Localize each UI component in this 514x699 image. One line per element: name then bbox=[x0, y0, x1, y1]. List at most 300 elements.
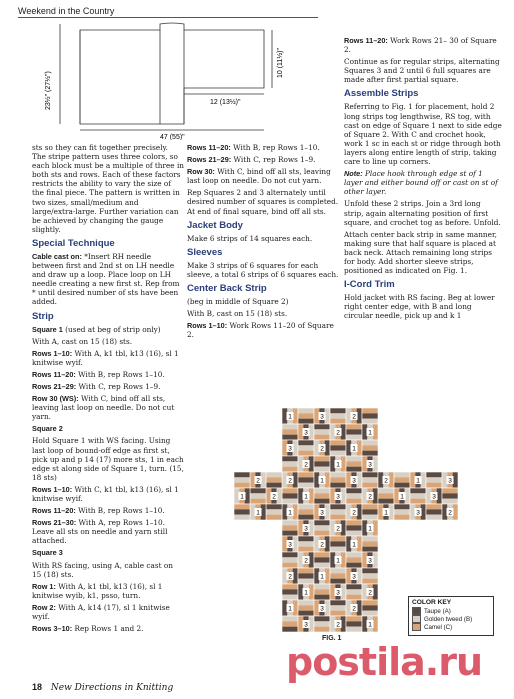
stripe-band bbox=[314, 595, 330, 600]
square-number: 1 bbox=[352, 541, 356, 549]
stripe-band bbox=[298, 472, 314, 477]
strip-square bbox=[362, 600, 378, 616]
stripe-band bbox=[298, 504, 314, 509]
stripe-band bbox=[330, 483, 346, 488]
row-lead: Rows 11–20: bbox=[32, 369, 76, 379]
stripe-band bbox=[282, 595, 298, 600]
square-number: 3 bbox=[320, 605, 324, 613]
strip-square bbox=[314, 488, 330, 504]
row-lead: Rows 21–29: bbox=[187, 155, 232, 165]
strip-square bbox=[282, 584, 298, 600]
stripe-band bbox=[282, 435, 298, 440]
row-lead: Rows 11–20: bbox=[187, 143, 231, 152]
strip-square bbox=[426, 488, 442, 504]
strip-square bbox=[330, 440, 346, 456]
stripe-band bbox=[298, 445, 314, 450]
strip-square bbox=[330, 520, 346, 536]
stripe-band bbox=[362, 440, 378, 445]
stripe-band bbox=[346, 493, 362, 498]
strip-square bbox=[298, 520, 314, 536]
c3-rows-11-20 bbox=[344, 36, 502, 54]
row-text: With A, k1 tbl, k13 (16), sl 1 knitwise wyif. bbox=[32, 348, 179, 367]
stripe-band bbox=[298, 541, 314, 546]
strip-square bbox=[314, 472, 330, 488]
c2-rows-21-29 bbox=[187, 155, 339, 164]
strip-square bbox=[394, 488, 410, 504]
strip-square bbox=[346, 472, 362, 488]
stripe-band bbox=[314, 424, 330, 429]
stripe-band bbox=[330, 509, 346, 514]
row-lead: Row 1: bbox=[32, 581, 56, 591]
stripe-band bbox=[282, 563, 298, 568]
heading-assemble-strips: Assemble Strips bbox=[344, 88, 419, 100]
intro-text: sts so they can fit together precisely. The stripe pattern uses three colors, so each block must be a multiple of three in both sts and rows. Each of these factors restricts the ability to vary the size of the final piece. The pattern is written in two sizes, small/medium and large/extra-large. Further variation can be achieved by changing the gauge slightly. bbox=[32, 143, 184, 234]
stripe-band bbox=[298, 483, 314, 488]
stripe-band bbox=[266, 504, 282, 509]
heading-jacket-body: Jacket Body bbox=[187, 219, 243, 231]
strip-square bbox=[266, 472, 282, 488]
square-number: 3 bbox=[368, 461, 372, 469]
strip-square bbox=[346, 504, 362, 520]
strip-square bbox=[330, 584, 346, 600]
stripe-band bbox=[314, 429, 330, 434]
square-number: 3 bbox=[416, 509, 420, 517]
height-label: 23½" (27½") bbox=[45, 71, 52, 110]
square-number: 2 bbox=[288, 573, 292, 581]
stripe-band bbox=[346, 499, 362, 504]
sq2-lead: Square 2 bbox=[32, 424, 63, 434]
stripe-band bbox=[282, 531, 298, 536]
strip-square bbox=[298, 488, 314, 504]
stripe-band bbox=[330, 536, 346, 541]
schematic-outline bbox=[80, 23, 264, 124]
stripe-band bbox=[362, 413, 378, 418]
stripe-band bbox=[346, 429, 362, 434]
square-number: 2 bbox=[288, 477, 292, 485]
row-text: With B, rep Rows 1–10. bbox=[230, 143, 320, 152]
strip-square bbox=[378, 504, 394, 520]
stripe-band bbox=[314, 493, 330, 498]
stripe-band bbox=[346, 584, 362, 589]
stripe-band bbox=[394, 509, 410, 514]
stripe-band bbox=[330, 611, 346, 616]
strip-square bbox=[298, 600, 314, 616]
stripe-band bbox=[250, 493, 266, 498]
stripe-band bbox=[362, 536, 378, 541]
square-number: 2 bbox=[320, 445, 324, 453]
stripe-band bbox=[346, 595, 362, 600]
strip-square bbox=[234, 488, 250, 504]
stripe-band bbox=[234, 477, 250, 482]
stripe-band bbox=[298, 605, 314, 610]
strip-square bbox=[362, 616, 378, 632]
stripe-band bbox=[234, 504, 250, 509]
square-number: 2 bbox=[320, 541, 324, 549]
stripe-band bbox=[330, 547, 346, 552]
stripe-band bbox=[282, 584, 298, 589]
strip-square bbox=[314, 600, 330, 616]
strip-square bbox=[346, 408, 362, 424]
heading-strip: Strip bbox=[32, 310, 54, 322]
strip-square bbox=[330, 536, 346, 552]
stripe-band bbox=[266, 509, 282, 514]
row-lead: Rows 11–20: bbox=[32, 506, 76, 516]
strip-square bbox=[298, 424, 314, 440]
stripe-band bbox=[314, 616, 330, 621]
stripe-band bbox=[362, 600, 378, 605]
stripe-band bbox=[346, 461, 362, 466]
stripe-band bbox=[234, 483, 250, 488]
strip-square bbox=[314, 552, 330, 568]
square-number: 2 bbox=[368, 493, 372, 501]
strip-square bbox=[282, 440, 298, 456]
page-footer bbox=[32, 682, 173, 693]
strip-square bbox=[330, 424, 346, 440]
stripe-band bbox=[410, 499, 426, 504]
stripe-band bbox=[298, 440, 314, 445]
strip-square bbox=[346, 520, 362, 536]
strip-square bbox=[330, 456, 346, 472]
stripe-band bbox=[346, 525, 362, 530]
stripe-band bbox=[282, 488, 298, 493]
strip-square bbox=[314, 616, 330, 632]
stripe-band bbox=[362, 451, 378, 456]
stripe-band bbox=[298, 573, 314, 578]
sq1-rows-1-10 bbox=[32, 349, 184, 367]
stripe-band bbox=[314, 461, 330, 466]
strip-square bbox=[282, 424, 298, 440]
stripe-band bbox=[330, 472, 346, 477]
c2-rows-11-20 bbox=[187, 143, 339, 152]
strip-square bbox=[314, 584, 330, 600]
square-number: 3 bbox=[288, 445, 292, 453]
cable-cast-on bbox=[32, 252, 184, 307]
strip-square bbox=[234, 472, 250, 488]
stripe-band bbox=[330, 600, 346, 605]
assembly-text: Referring to Fig. 1 for placement, hold 2 long strips tog lengthwise, RS tog, with cast on edge of Square 1 next to side edge of Square 2. With C and crochet hook, work 1 sc in each st or ridge through both layers along entire length of strip, taking care to line up corners. bbox=[344, 102, 502, 167]
heading-special-technique: Special Technique bbox=[32, 237, 115, 249]
color-key bbox=[408, 596, 494, 636]
strip-square bbox=[346, 584, 362, 600]
stripe-band bbox=[250, 499, 266, 504]
stripe-band bbox=[314, 627, 330, 632]
square-number: 2 bbox=[336, 429, 340, 437]
strip-square bbox=[298, 584, 314, 600]
stripe-band bbox=[378, 499, 394, 504]
strip-square bbox=[250, 472, 266, 488]
stripe-band bbox=[314, 589, 330, 594]
stripe-band bbox=[394, 477, 410, 482]
row-lead: Rows 3–10: bbox=[32, 624, 73, 634]
strip-square bbox=[362, 520, 378, 536]
side-height-label: 10 (11½)" bbox=[277, 48, 284, 78]
stripe-band bbox=[330, 504, 346, 509]
stripe-band bbox=[330, 579, 346, 584]
strip-square bbox=[298, 440, 314, 456]
width-label: 47 (55)" bbox=[160, 134, 185, 140]
stripe-band bbox=[314, 525, 330, 530]
stripe-band bbox=[282, 499, 298, 504]
square-number: 2 bbox=[352, 509, 356, 517]
strip-square bbox=[426, 504, 442, 520]
stripe-band bbox=[442, 488, 458, 493]
stripe-band bbox=[330, 451, 346, 456]
square-number: 1 bbox=[352, 445, 356, 453]
stripe-band bbox=[234, 472, 250, 477]
stripe-band bbox=[282, 616, 298, 621]
square-number: 1 bbox=[368, 525, 372, 533]
legend-item-c bbox=[412, 623, 490, 631]
stripe-band bbox=[346, 456, 362, 461]
sq3-row-2 bbox=[32, 603, 184, 621]
stripe-band bbox=[330, 605, 346, 610]
stripe-band bbox=[330, 477, 346, 482]
stripe-band bbox=[362, 579, 378, 584]
stripe-band bbox=[314, 531, 330, 536]
row-lead: Rows 1–10: bbox=[32, 348, 73, 358]
strip-square bbox=[362, 584, 378, 600]
jacket-schematic bbox=[20, 20, 320, 140]
square-number: 1 bbox=[288, 605, 292, 613]
square-number: 3 bbox=[304, 621, 308, 629]
stripe-band bbox=[346, 435, 362, 440]
sq1-rows-11-20 bbox=[32, 370, 184, 379]
stripe-band bbox=[362, 605, 378, 610]
legend-label: Golden tweed (B) bbox=[424, 615, 473, 623]
column-2 bbox=[187, 143, 339, 342]
stripe-band bbox=[298, 611, 314, 616]
stripe-band bbox=[298, 413, 314, 418]
strip-square bbox=[362, 536, 378, 552]
strip-square bbox=[330, 600, 346, 616]
stripe-band bbox=[426, 504, 442, 509]
square-number: 1 bbox=[368, 621, 372, 629]
strip-square bbox=[442, 504, 458, 520]
camel-swatch bbox=[412, 623, 421, 631]
strip-square bbox=[282, 488, 298, 504]
square-number: 1 bbox=[288, 509, 292, 517]
row-lead: Row 30: bbox=[187, 167, 215, 177]
strip-square bbox=[282, 408, 298, 424]
stripe-band bbox=[378, 493, 394, 498]
icord-text: Hold jacket with RS facing. Beg at lower right center edge, with B and long circular needle, pick up and k 1 bbox=[344, 293, 495, 321]
stripe-band bbox=[330, 413, 346, 418]
stripe-band bbox=[314, 584, 330, 589]
row-text: With C, rep Rows 1–9. bbox=[76, 381, 161, 391]
strip-square bbox=[298, 456, 314, 472]
strip-square bbox=[314, 568, 330, 584]
sleeve-label: 12 (13½)" bbox=[210, 99, 241, 106]
stripe-band bbox=[330, 541, 346, 546]
row-text: With C, bind off all sts, leaving last loop on needle. Do not cut yarn. bbox=[32, 394, 175, 422]
stripe-band bbox=[378, 488, 394, 493]
strip-square bbox=[314, 408, 330, 424]
stripe-band bbox=[362, 477, 378, 482]
stripe-band bbox=[282, 461, 298, 466]
strip-square bbox=[346, 488, 362, 504]
square-number: 3 bbox=[336, 589, 340, 597]
row-lead: Rows 11–20: bbox=[344, 36, 388, 45]
strip-square bbox=[362, 440, 378, 456]
strip-square bbox=[346, 440, 362, 456]
sq1-rows-21-29 bbox=[32, 382, 184, 391]
strip-square bbox=[250, 488, 266, 504]
stripe-band bbox=[330, 515, 346, 520]
stripe-band bbox=[410, 488, 426, 493]
stripe-band bbox=[394, 483, 410, 488]
stripe-band bbox=[282, 589, 298, 594]
square-number: 3 bbox=[448, 477, 452, 485]
strip-square bbox=[298, 472, 314, 488]
strip-square bbox=[282, 456, 298, 472]
row-text: With B, rep Rows 1–10. bbox=[75, 369, 165, 379]
row-text: With C, bind off all sts, leaving last loop on needle. Do not cut yarn. bbox=[187, 167, 331, 186]
strip-square bbox=[266, 504, 282, 520]
strip-square bbox=[298, 504, 314, 520]
stripe-band bbox=[282, 627, 298, 632]
legend-item-b bbox=[412, 615, 490, 623]
stripe-band bbox=[314, 435, 330, 440]
sleeves-text: Make 3 strips of 6 squares for each sleeve, a total 6 strips of 6 squares each. bbox=[187, 260, 339, 279]
square-number: 1 bbox=[320, 573, 324, 581]
stripe-band bbox=[346, 467, 362, 472]
square-1 bbox=[32, 325, 184, 334]
stripe-band bbox=[362, 483, 378, 488]
stripe-band bbox=[282, 621, 298, 626]
stripe-band bbox=[362, 445, 378, 450]
stripe-band bbox=[362, 504, 378, 509]
row-lead: Row 2: bbox=[32, 602, 56, 612]
stripe-band bbox=[298, 600, 314, 605]
square-number: 1 bbox=[288, 413, 292, 421]
square-number: 2 bbox=[368, 589, 372, 597]
square-number: 3 bbox=[304, 525, 308, 533]
strip-square bbox=[282, 552, 298, 568]
square-number: 2 bbox=[336, 621, 340, 629]
square-number: 2 bbox=[448, 509, 452, 517]
strip-square bbox=[362, 552, 378, 568]
strip-square bbox=[362, 504, 378, 520]
stripe-band bbox=[314, 520, 330, 525]
square-number: 3 bbox=[320, 509, 324, 517]
stripe-band bbox=[346, 616, 362, 621]
row-lead: Rows 1–10: bbox=[187, 321, 228, 331]
strip-square bbox=[330, 504, 346, 520]
stripe-band bbox=[362, 472, 378, 477]
strip-square bbox=[298, 536, 314, 552]
strip-square bbox=[346, 552, 362, 568]
stripe-band bbox=[426, 477, 442, 482]
strip-square bbox=[314, 456, 330, 472]
sq3-rows-3-10 bbox=[32, 624, 184, 633]
strip-square bbox=[362, 472, 378, 488]
page-number: 18 bbox=[32, 682, 43, 692]
stripe-band bbox=[266, 515, 282, 520]
square-number: 2 bbox=[336, 525, 340, 533]
square-number: 1 bbox=[400, 493, 404, 501]
stripe-band bbox=[346, 563, 362, 568]
strip-square bbox=[410, 472, 426, 488]
stripe-band bbox=[346, 621, 362, 626]
strip-square bbox=[266, 488, 282, 504]
strip-square bbox=[298, 568, 314, 584]
strip-square bbox=[394, 472, 410, 488]
stripe-band bbox=[314, 467, 330, 472]
square-number: 3 bbox=[304, 429, 308, 437]
row-text: With A, k14 (17), sl 1 knitwise wyif. bbox=[32, 602, 170, 622]
strip-square bbox=[362, 488, 378, 504]
strip-square bbox=[426, 472, 442, 488]
row-text: Rep Rows 1 and 2. bbox=[72, 624, 144, 634]
sq1-text: (used at beg of strip only) bbox=[62, 324, 161, 334]
sq3-lead: Square 3 bbox=[32, 548, 63, 558]
stripe-band bbox=[298, 477, 314, 482]
square-number: 2 bbox=[256, 477, 260, 485]
strip-square bbox=[282, 536, 298, 552]
legend-label: Camel (C) bbox=[424, 623, 453, 631]
row-text: With C, k1 tbl, k13 (16), sl 1 knitwise wyif. bbox=[32, 484, 179, 503]
square-number: 2 bbox=[272, 493, 276, 501]
assembly-note bbox=[344, 169, 502, 196]
square-number: 1 bbox=[256, 509, 260, 517]
stripe-band bbox=[362, 541, 378, 546]
square-number: 1 bbox=[304, 493, 308, 501]
square-2-head bbox=[32, 424, 184, 433]
strip-square bbox=[442, 488, 458, 504]
center-cast: With B, cast on 15 (18) sts. bbox=[187, 309, 288, 319]
stripe-band bbox=[298, 547, 314, 552]
stripe-band bbox=[314, 499, 330, 504]
stripe-band bbox=[426, 472, 442, 477]
header-rule bbox=[18, 17, 318, 18]
strip-square bbox=[410, 504, 426, 520]
sq3-row-1 bbox=[32, 582, 184, 600]
stripe-band bbox=[282, 467, 298, 472]
square-number: 2 bbox=[304, 557, 308, 565]
stripe-band bbox=[362, 573, 378, 578]
stripe-band bbox=[314, 621, 330, 626]
square-number: 3 bbox=[336, 493, 340, 501]
stripe-band bbox=[362, 547, 378, 552]
row-text: Work Rows 11–20 of Square 2. bbox=[187, 321, 334, 340]
stripe-band bbox=[298, 579, 314, 584]
square-number: 2 bbox=[352, 413, 356, 421]
stripe-band bbox=[426, 483, 442, 488]
row-text: With B, rep Rows 1–10. bbox=[75, 506, 165, 516]
strip-square bbox=[378, 488, 394, 504]
strip-square bbox=[298, 616, 314, 632]
strip-square bbox=[314, 424, 330, 440]
stripe-band bbox=[362, 515, 378, 520]
unfold-text: Unfold these 2 strips. Join a 3rd long strip, again alternating position of first square, and crochet tog as before. Unfold. bbox=[344, 199, 501, 227]
strip-square bbox=[298, 408, 314, 424]
stripe-band bbox=[282, 493, 298, 498]
stripe-band bbox=[346, 627, 362, 632]
stripe-band bbox=[314, 552, 330, 557]
strip-square bbox=[282, 504, 298, 520]
strip-square bbox=[330, 552, 346, 568]
stripe-band bbox=[346, 424, 362, 429]
attach-text: Attach center back strip in same manner, making sure that half square is placed at back neck. Attach remaining long strips for body. Add shorter sleeve strips, positioned as indicated on Fig. 1. bbox=[344, 229, 497, 276]
stripe-band bbox=[362, 419, 378, 424]
fig1-label: FIG. 1 bbox=[322, 635, 342, 642]
stripe-band bbox=[282, 552, 298, 557]
row-text: With C, rep Rows 1–9. bbox=[231, 155, 316, 165]
stripe-band bbox=[266, 483, 282, 488]
heading-center-back: Center Back Strip bbox=[187, 282, 267, 294]
strip-square bbox=[346, 456, 362, 472]
publication-title: New Directions in Knitting bbox=[50, 683, 174, 693]
